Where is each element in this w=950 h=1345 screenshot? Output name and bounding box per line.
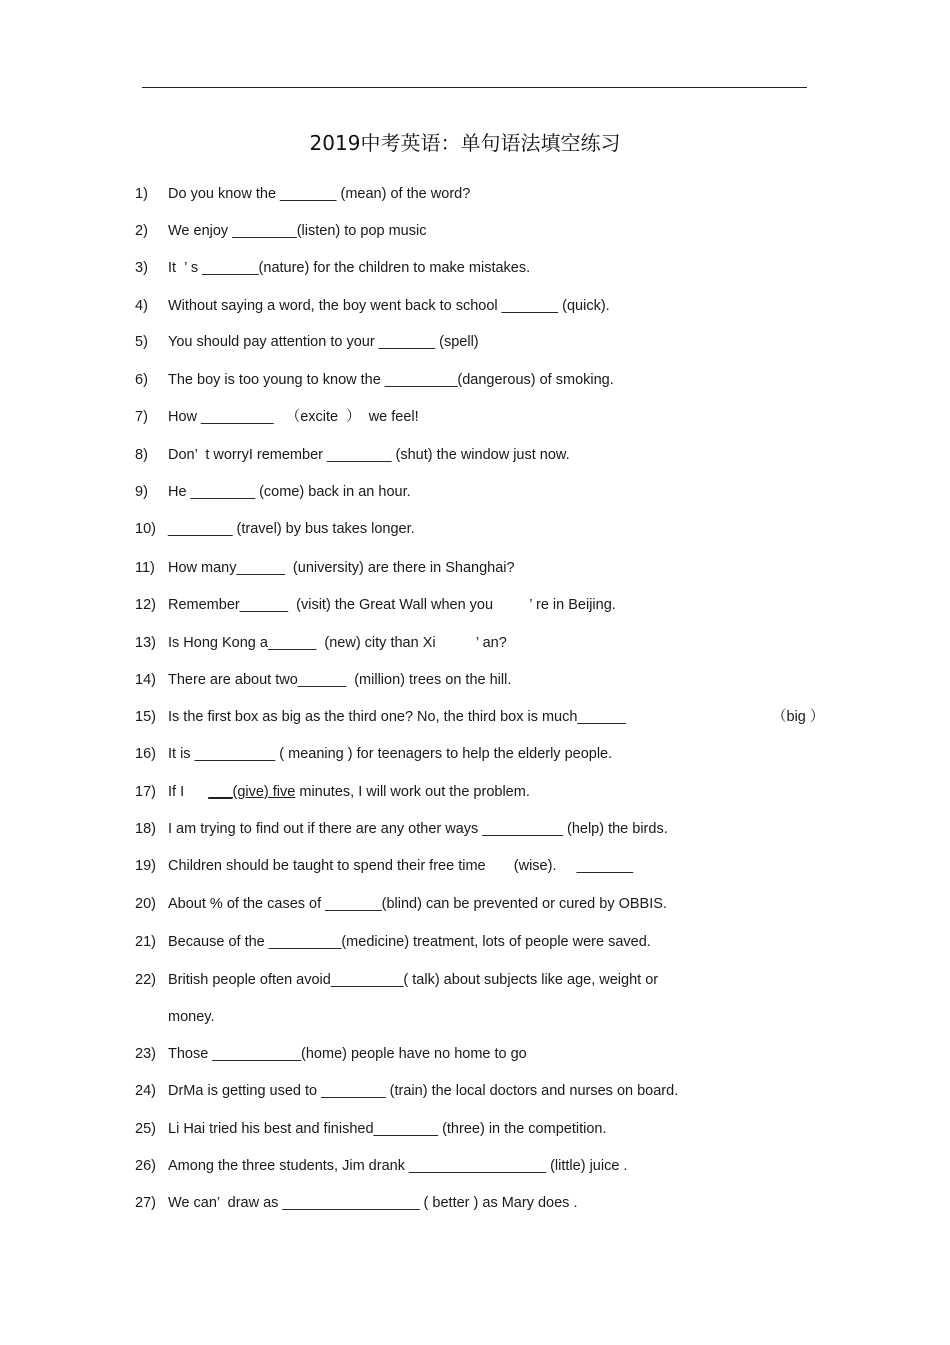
question-number: 1) [135,186,148,202]
question-number: 21) [135,934,156,950]
question-number: 16) [135,746,156,762]
page-title: 2019中考英语：单句语法填空练习 [309,131,621,155]
question-text: Remember______ (visit) the Great Wall when you ’ re in Beijing. [168,597,616,613]
question-number: 27) [135,1195,156,1211]
question-number: 20) [135,896,156,912]
question-hint: （big ） [772,709,825,725]
question-text: I am trying to find out if there are any other ways __________ (help) the birds. [168,821,668,837]
question-number: 4) [135,298,148,314]
question-text: DrMa is getting used to ________ (train) the local doctors and nurses on board. [168,1083,679,1099]
question-number: 17) [135,784,156,800]
question-text: Among the three students, Jim drank _________________ (little) juice . [168,1158,628,1174]
question-number: 9) [135,484,148,500]
question-number: 24) [135,1083,156,1099]
question-number: 25) [135,1121,156,1137]
question-text: Li Hai tried his best and finished________ (three) in the competition. [168,1121,607,1137]
question-text: Because of the _________(medicine) treatment, lots of people were saved. [168,934,651,950]
question-text: We enjoy ________(listen) to pop music [168,223,427,239]
question-number: 6) [135,372,148,388]
question-text: Do you know the _______ (mean) of the word? [168,186,471,202]
question-number: 12) [135,597,156,613]
question-text-end: minutes, I will work out the problem. [295,784,530,800]
question-number: 7) [135,409,148,425]
question-text: There are about two______ (million) trees on the hill. [168,672,512,688]
question-text: Those ___________(home) people have no home to go [168,1046,527,1062]
question-number: 22) [135,972,156,988]
header-rule [142,87,807,88]
question-number: 19) [135,858,156,874]
question-text: Is Hong Kong a______ (new) city than Xi ’ an? [168,635,507,651]
question-number: 10) [135,521,156,537]
question-text-start: If I [168,784,209,800]
question-text [168,781,530,803]
question-text: About % of the cases of _______(blind) can be prevented or cured by OBBIS. [168,896,667,912]
question-number: 14) [135,672,156,688]
question-text: British people often avoid_________( talk) about subjects like age, weight or [168,972,659,988]
question-number: 3) [135,260,148,276]
question-text: It ’ s _______(nature) for the children to make mistakes. [168,260,531,276]
question-number: 26) [135,1158,156,1174]
question-number: 5) [135,334,148,350]
question-number: 11) [135,560,155,576]
question-number: 18) [135,821,156,837]
question-number: 13) [135,635,156,651]
question-text: He ________ (come) back in an hour. [168,484,411,500]
question-number: 2) [135,223,148,239]
question-text: ________ (travel) by bus takes longer. [168,521,415,537]
question-text: The boy is too young to know the _________(dangerous) of smoking. [168,372,614,388]
question-text: Children should be taught to spend their free time (wise). _______ [168,858,634,874]
question-text: How _________ （excite ） we feel! [168,409,419,425]
question-number: 23) [135,1046,156,1062]
question-number: 8) [135,447,148,463]
question-text: You should pay attention to your _______ (spell) [168,334,479,350]
question-text: How many______ (university) are there in Shanghai? [168,560,515,576]
question-text: money. [168,1009,215,1025]
question-text: We can’ draw as _________________ ( better ) as Mary does . [168,1195,578,1211]
question-number: 15) [135,709,156,725]
underlined-answer: ___(give) five [208,784,296,800]
question-text: It is __________ ( meaning ) for teenagers to help the elderly people. [168,746,613,762]
question-text: Without saying a word, the boy went back to school _______ (quick). [168,298,610,314]
question-text: Is the first box as big as the third one? No, the third box is much______ [168,709,626,725]
question-text: Don’ t worryI remember ________ (shut) the window just now. [168,447,570,463]
